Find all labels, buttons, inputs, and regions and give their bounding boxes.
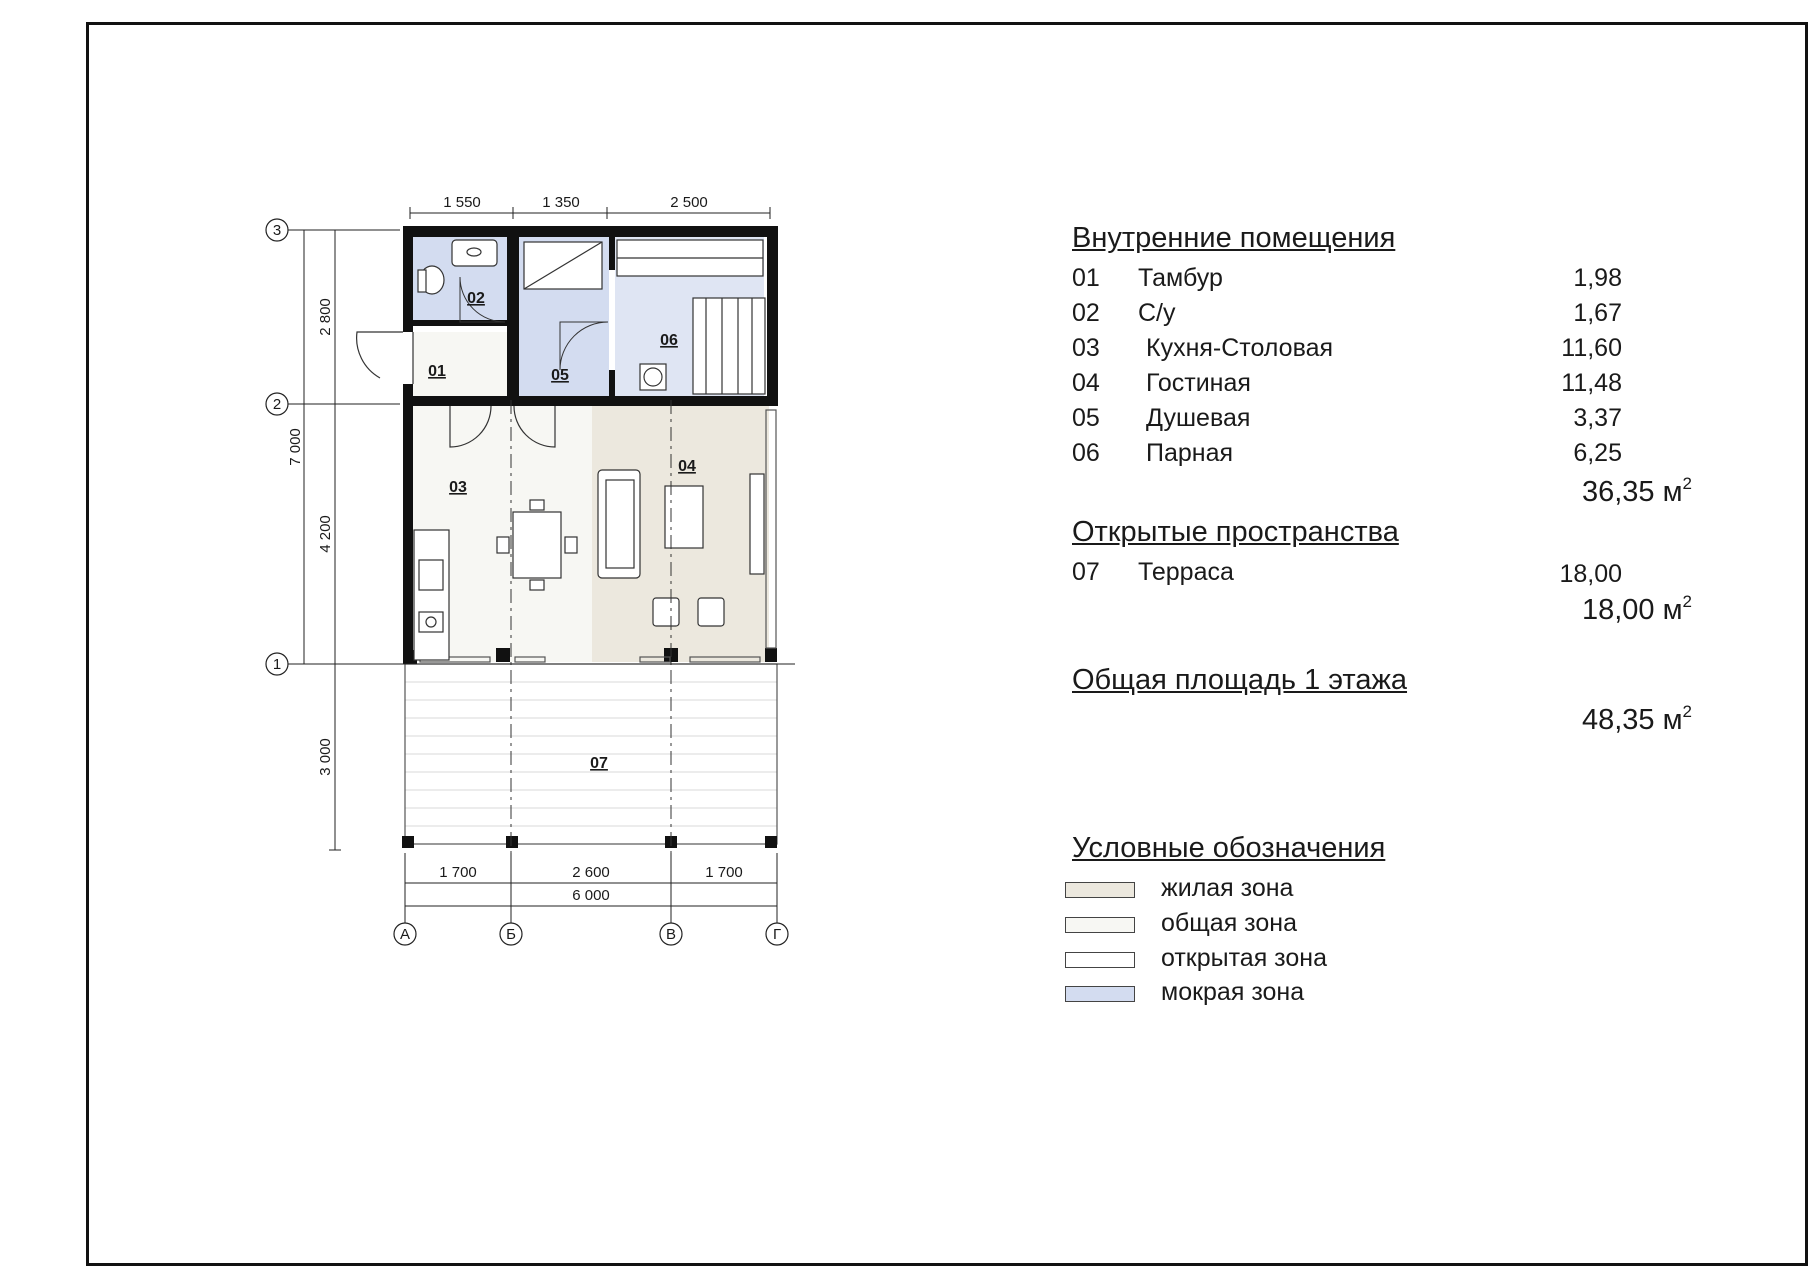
- dim-bottom-3: 1 700: [705, 864, 743, 881]
- room-label-04: 04: [678, 458, 696, 475]
- room-num: 07: [1072, 558, 1100, 586]
- room-num: 05: [1072, 404, 1100, 432]
- axis-col-a: А: [399, 926, 411, 943]
- room-area: 6,25: [1573, 439, 1622, 467]
- axis-col-v: В: [665, 926, 677, 943]
- legend-label: открытая зона: [1161, 944, 1327, 972]
- overall-total-sup: 2: [1682, 702, 1692, 721]
- dim-top-2: 1 350: [542, 194, 580, 211]
- room-label-07: 07: [590, 755, 608, 772]
- legend-item-living: [1065, 874, 1365, 906]
- legend-swatch: [1065, 986, 1135, 1002]
- open-total: [1492, 592, 1692, 627]
- legend-item-open: [1065, 944, 1365, 976]
- room-area: 3,37: [1573, 404, 1622, 432]
- open-title: Открытые пространства: [1072, 516, 1399, 548]
- dim-bottom-2: 2 600: [572, 864, 610, 881]
- legend-label: жилая зона: [1161, 874, 1294, 902]
- zone-vestibule: [413, 332, 507, 396]
- legend-label: общая зона: [1161, 909, 1297, 937]
- open-block: [1072, 516, 1692, 626]
- room-name: Парная: [1146, 439, 1234, 467]
- axis-row-1: 1: [272, 656, 282, 673]
- overall-total-value: 48,35 м: [1581, 704, 1683, 736]
- room-num: 02: [1072, 299, 1100, 327]
- dim-left-3: 3 000: [317, 738, 334, 776]
- room-area: 11,60: [1561, 334, 1622, 362]
- interior-title: Внутренние помещения: [1072, 222, 1396, 254]
- room-name: Кухня-Столовая: [1146, 334, 1334, 362]
- dim-top-3: 2 500: [670, 194, 708, 211]
- room-label-05: 05: [551, 367, 569, 384]
- interior-total: [1492, 474, 1692, 509]
- overall-total: [1492, 702, 1692, 737]
- room-name: Душевая: [1146, 404, 1251, 432]
- legend-label: мокрая зона: [1161, 978, 1305, 1006]
- legend-swatch: [1065, 917, 1135, 933]
- axis-col-g: Г: [772, 926, 782, 943]
- legend-title: Условные обозначения: [1072, 832, 1386, 864]
- legend-swatch: [1065, 952, 1135, 968]
- room-label-01: 01: [428, 363, 446, 380]
- room-name: Гостиная: [1146, 369, 1251, 397]
- dim-bottom-1: 1 700: [439, 864, 477, 881]
- room-area: 18,00: [1559, 560, 1622, 588]
- open-total-sup: 2: [1682, 592, 1692, 611]
- room-area: 1,67: [1573, 299, 1622, 327]
- room-name: С/у: [1138, 299, 1176, 327]
- room-name: Тамбур: [1138, 264, 1223, 292]
- room-num: 01: [1072, 264, 1100, 292]
- dim-top-1: 1 550: [443, 194, 481, 211]
- axis-row-2: 2: [272, 396, 282, 413]
- room-num: 03: [1072, 334, 1100, 362]
- interior-total-sup: 2: [1682, 474, 1692, 493]
- dim-left-2: 4 200: [317, 515, 334, 553]
- room-label-03: 03: [449, 479, 467, 496]
- interior-block: [1072, 222, 1692, 512]
- room-area: 11,48: [1561, 369, 1622, 397]
- legend-item-wet: [1065, 978, 1365, 1010]
- interior-total-value: 36,35 м: [1581, 476, 1683, 508]
- room-label-02: 02: [467, 290, 485, 307]
- dim-bottom-total: 6 000: [572, 887, 610, 904]
- dim-left-1: 2 800: [317, 298, 334, 336]
- legend-item-common: [1065, 909, 1365, 941]
- dim-left-total: 7 000: [287, 428, 304, 466]
- room-num: 06: [1072, 439, 1100, 467]
- overall-block: [1072, 664, 1692, 744]
- axis-col-b: Б: [506, 926, 516, 943]
- room-name: Терраса: [1138, 558, 1234, 586]
- open-total-value: 18,00 м: [1581, 594, 1683, 626]
- room-label-06: 06: [660, 332, 678, 349]
- room-area: 1,98: [1573, 264, 1622, 292]
- legend-swatch: [1065, 882, 1135, 898]
- legend-block: [1072, 832, 1632, 1012]
- overall-title: Общая площадь 1 этажа: [1072, 664, 1408, 696]
- axis-row-3: 3: [272, 222, 282, 239]
- room-num: 04: [1072, 369, 1100, 397]
